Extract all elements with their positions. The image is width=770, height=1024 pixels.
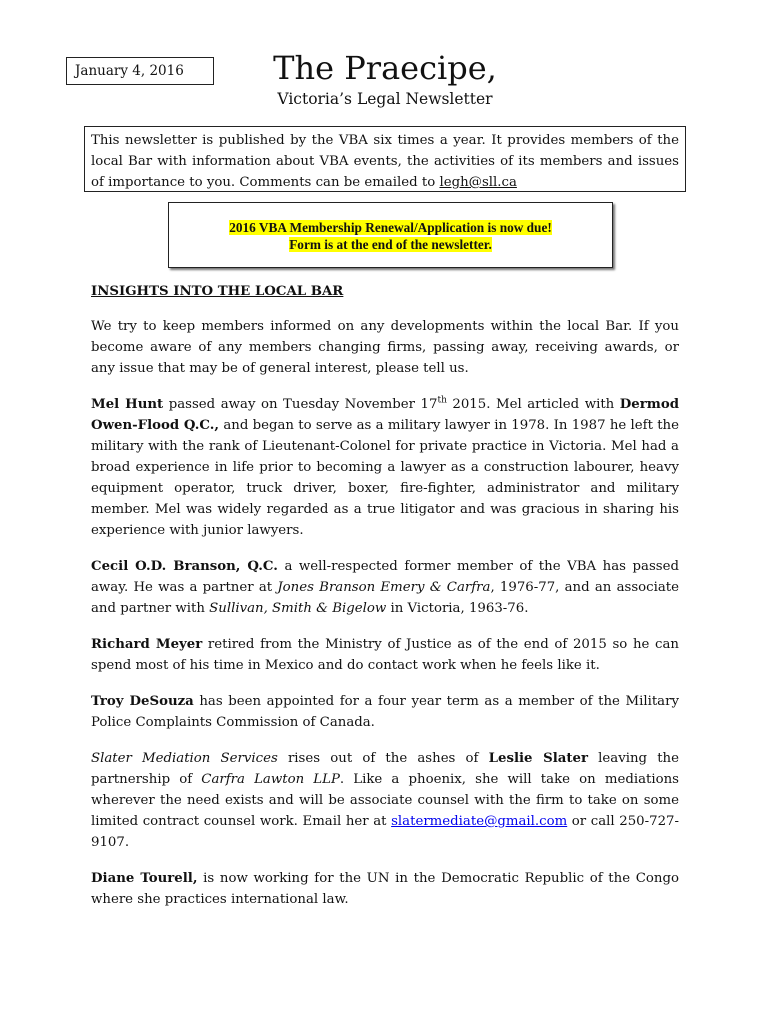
newsletter-title: The Praecipe, [273, 49, 497, 87]
item-tourell: Diane Tourell, is now working for the UN in the Democratic Republic of the Congo where she practices international law. [91, 871, 679, 907]
item-slater: Slater Mediation Services rises out of the ashes of Leslie Slater leaving the partnership of Carfra Lawton LLP. Like a phoenix, she will take on mediations wherever the need exists and will be associate counsel with the firm to take on some limited contract counsel work. Email her at slatermediate@gmail.com or call 250-727-9107. [91, 751, 679, 850]
person-name: Richard Meyer [91, 637, 203, 652]
intro-text: This newsletter is published by the VBA six times a year. It provides members of the local Bar with information about VBA events, the activities of its members and issues of importance to you. Comments can be emailed to [91, 133, 679, 190]
item-branson: Cecil O.D. Branson, Q.C. a well-respected former member of the VBA has passed away. He was a partner at Jones Branson Emery & Carfra, 1976-77, and an associate and partner with Sullivan, Smith & Bigelow in Victoria, 1963-76. [91, 559, 679, 616]
person-name: Troy DeSouza [91, 694, 194, 709]
notice-line-1: 2016 VBA Membership Renewal/Application is now due! [229, 220, 552, 235]
firm-name: Carfra Lawton LLP [201, 772, 340, 787]
person-name: Leslie Slater [488, 751, 588, 766]
contact-email-link[interactable]: legh@sll.ca [439, 175, 517, 190]
notice-line-2: Form is at the end of the newsletter. [289, 237, 492, 252]
person-name: Dermod Owen-Flood Q.C., [91, 397, 679, 433]
firm-name: Slater Mediation Services [91, 751, 278, 766]
person-name: Mel Hunt [91, 397, 164, 412]
firm-name: Jones Branson Emery & Carfra [277, 580, 491, 595]
item-desouza: Troy DeSouza has been appointed for a four year term as a member of the Military Police Complaints Commission of Canada. [91, 694, 679, 730]
main-content [91, 281, 679, 925]
person-name: Diane Tourell, [91, 871, 198, 886]
issue-date: January 4, 2016 [66, 57, 214, 85]
item-hunt: Mel Hunt passed away on Tuesday November 17th 2015. Mel articled with Dermod Owen-Flood Q.C., and began to serve as a military lawyer in 1978. In 1987 he left the military with the rank of Lieutenant-Colonel for private practice in Victoria. Mel had a broad experience in life prior to becoming a lawyer as a construction labourer, heavy equipment operator, truck driver, boxer, fire-fighter, administrator and military member. Mel was widely regarded as a true litigator and was gracious in sharing his experience with junior lawyers. [91, 395, 679, 538]
newsletter-subtitle: Victoria’s Legal Newsletter [277, 90, 493, 108]
firm-name: Sullivan, Smith & Bigelow [209, 601, 387, 616]
membership-notice [168, 202, 613, 268]
intro-box [84, 126, 686, 192]
section-intro: We try to keep members informed on any developments within the local Bar. If you become aware of any members changing firms, passing away, receiving awards, or any issue that may be of general interest, please tell us. [91, 319, 679, 376]
person-name: Cecil O.D. Branson, Q.C. [91, 559, 278, 574]
item-meyer: Richard Meyer retired from the Ministry of Justice as of the end of 2015 so he can spend most of his time in Mexico and do contact work when he feels like it. [91, 637, 679, 673]
slater-email-link[interactable]: slatermediate@gmail.com [391, 814, 568, 829]
section-heading: INSIGHTS INTO THE LOCAL BAR [91, 284, 344, 299]
